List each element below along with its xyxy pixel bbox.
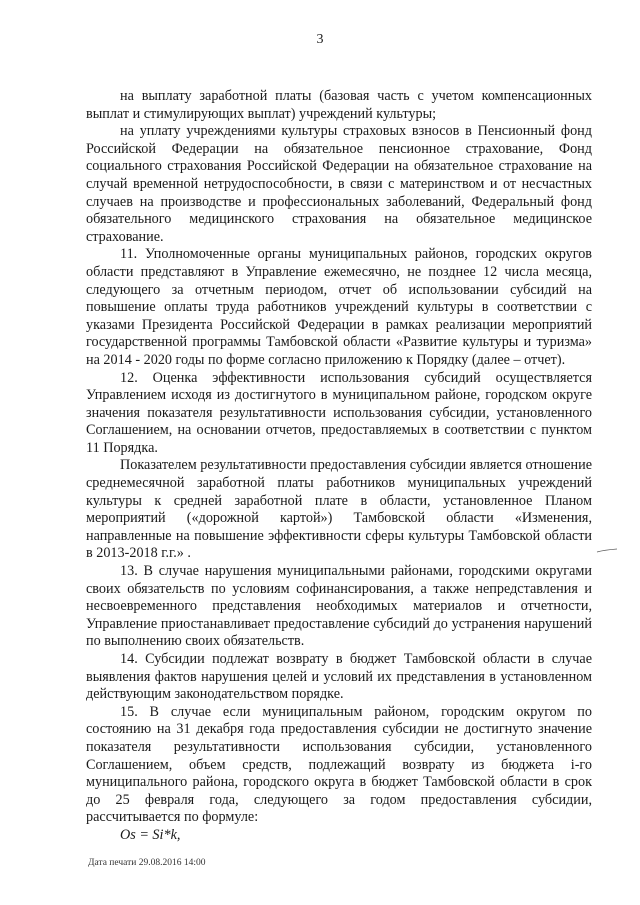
page-number: 3: [316, 32, 324, 47]
text-body: [86, 88, 592, 845]
formula: Os = Si*k,: [120, 826, 181, 843]
paragraph-indicator: Показателем результативности предоставления субсидии является отношение среднемесячной заработной платы работников муниципальных учреждений культуры к средней заработной плате в области, установленное Планом мероприятий («дорожной картой») Тамбовской области «Изменения, направленные на повышение эффективности сферы культуры Тамбовской области в 2013-2018 г.г.» .: [86, 457, 592, 562]
paragraph-insurance: на уплату учреждениями культуры страховых взносов в Пенсионный фонд Российской Федерации на обязательное пенсионное страхование, Фонд социального страхования Российской Федерации на обязательное страхование на случай временной нетрудоспособности, в связи с материнством и от несчастных случаев на производстве и профессиональных заболеваний, Федеральный фонд обязательного медицинского страхования на обязательное медицинское страхование.: [86, 123, 592, 245]
paragraph-12: 12. Оценка эффективности использования субсидий осуществляется Управлением исходя из достигнутого в муниципальном районе, городском округе значения показателя результативности использования субсидии, установленного Соглашением, на основании отчетов, предоставляемых в соответствии с пунктом 11 Порядка.: [86, 369, 592, 456]
pen-mark: [596, 548, 618, 554]
paragraph-14: 14. Субсидии подлежат возврату в бюджет Тамбовской области в случае выявления фактов нарушения целей и условий их представления в установленном действующим законодательством порядке.: [86, 651, 592, 703]
paragraph-11: 11. Уполномоченные органы муниципальных районов, городских округов области представляют в Управление ежемесячно, не позднее 12 числа месяца, следующего за отчетным периодом, отчет об использовании субсидий на повышение оплаты труда работников учреждений культуры в соответствии с указами Президента Российской Федерации в рамках реализации мероприятий государственной программы Тамбовской области «Развитие культуры и туризма» на 2014 - 2020 годы по форме согласно приложению к Порядку (далее – отчет).: [86, 246, 592, 368]
print-date-footer: Дата печати 29.08.2016 14:00: [88, 858, 206, 868]
paragraph-15: 15. В случае если муниципальным районом, городским округом по состоянию на 31 декабря года предоставления субсидии не достигнуто значение показателя результативности использования субсидии, установленного Соглашением, объем средств, подлежащий возврату из бюджета i-го муниципального района, городского округа в бюджет Тамбовской области в срок до 25 февраля года, следующего за годом предоставления субсидии, рассчитывается по формуле:: [86, 703, 592, 826]
paragraph-salary: на выплату заработной платы (базовая часть с учетом компенсационных выплат и стимулирующих выплат) учреждений культуры;: [86, 88, 592, 122]
paragraph-13: 13. В случае нарушения муниципальными районами, городскими округами своих обязательств по условиям софинансирования, а также непредставления и несвоевременного представления необходимых материалов и отчетности, Управление приостанавливает предоставление субсидий до устранения нарушений по выполнению своих обязательств.: [86, 563, 592, 650]
